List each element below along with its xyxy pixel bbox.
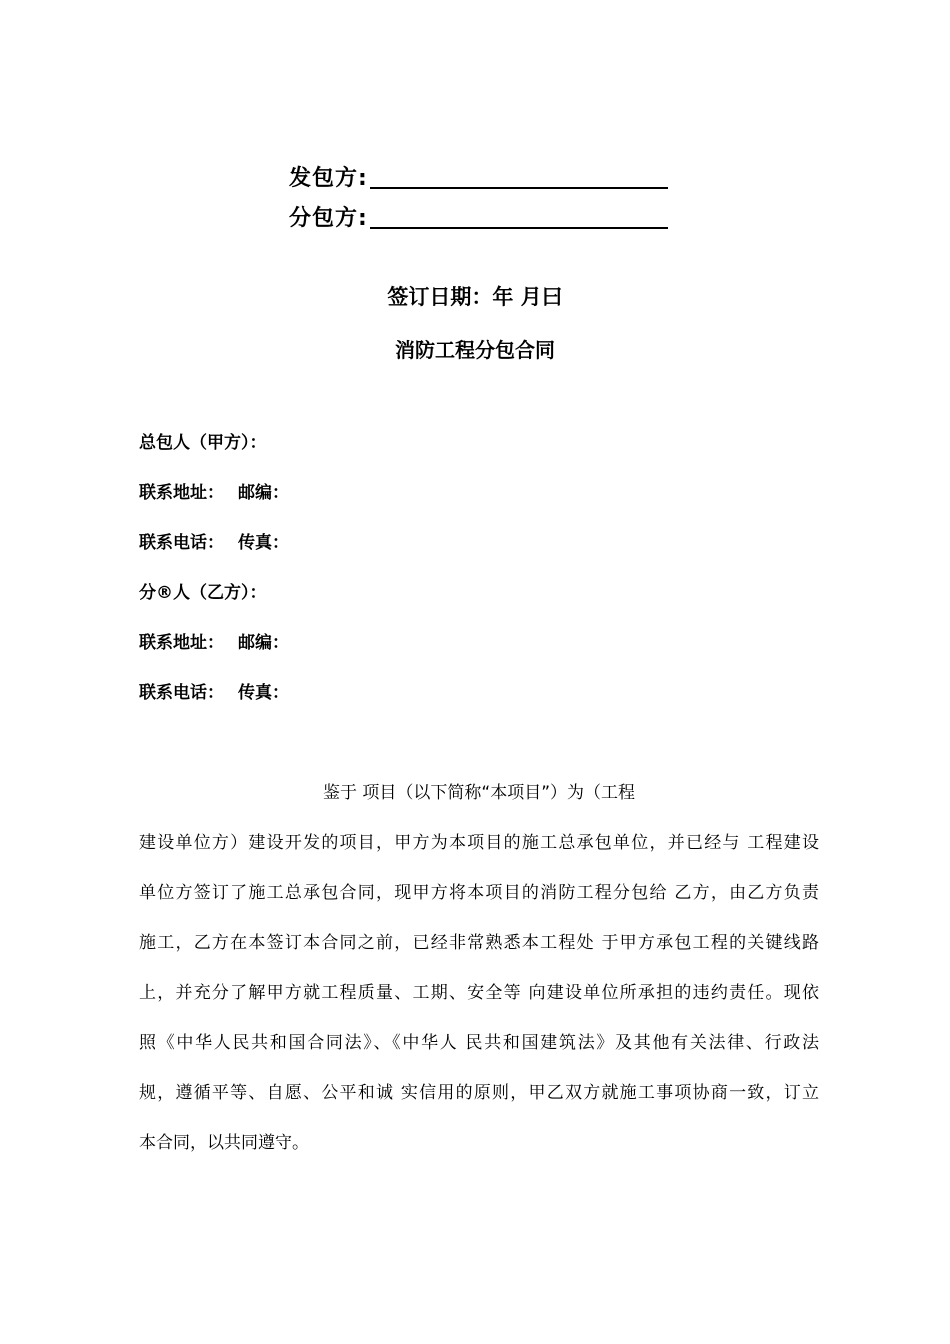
address-label-1: 联系地址： xyxy=(139,483,224,503)
fax-label-2: 传真： xyxy=(238,683,289,703)
postcode-label-1: 邮编： xyxy=(238,483,289,503)
party-info-list xyxy=(139,428,819,728)
preamble-line-2: 建设单位方）建设开发的项目，甲方为本项目的施工总承包单位，并已经与 工程建设 xyxy=(139,833,819,853)
phone-row-1 xyxy=(139,528,819,578)
contractor-label: 发包方: xyxy=(289,166,368,191)
subcontractor-blank xyxy=(370,201,668,229)
subcontractor-info-label: 分®人（乙方）： xyxy=(139,583,267,603)
phone-row-2 xyxy=(139,678,819,728)
subcontractor-row xyxy=(139,578,819,628)
address-row-1 xyxy=(139,478,819,528)
contractor-line xyxy=(289,152,689,192)
subcontractor-line xyxy=(289,192,689,232)
preamble-line-6: 照《中华人民共和国合同法》、《中华人 民共和国建筑法》及其他有关法律、行政法 xyxy=(139,1033,819,1053)
postcode-label-2: 邮编： xyxy=(238,633,289,653)
general-contractor-row xyxy=(139,428,819,478)
preamble-line-5: 上，并充分了解甲方就工程质量、工期、安全等 向建设单位所承担的违约责任。现依 xyxy=(139,983,819,1003)
preamble-line-4: 施工，乙方在本签订本合同之前，已经非常熟悉本工程处 于甲方承包工程的关键线路 xyxy=(139,933,819,953)
document-title: 消防工程分包合同 xyxy=(395,338,555,362)
party-block xyxy=(289,152,689,232)
preamble-line-7: 规，遵循平等、自愿、公平和诚 实信用的原则，甲乙双方就施工事项协商一致，订立 xyxy=(139,1083,819,1103)
contract-preamble xyxy=(139,768,819,1168)
sign-date: 签订日期：年 月曰 xyxy=(387,285,563,309)
subcontractor-label: 分包方: xyxy=(289,206,368,231)
contractor-blank xyxy=(370,161,668,189)
preamble-line-8: 本合同，以共同遵守。 xyxy=(139,1133,309,1153)
general-contractor-label: 总包人（甲方）： xyxy=(139,433,267,453)
preamble-line-1: 鉴于 项目（以下简称“本项目”）为（工程 xyxy=(322,783,636,803)
address-row-2 xyxy=(139,628,819,678)
address-label-2: 联系地址： xyxy=(139,633,224,653)
phone-label-2: 联系电话： xyxy=(139,683,224,703)
fax-label-1: 传真： xyxy=(238,533,289,553)
phone-label-1: 联系电话： xyxy=(139,533,224,553)
preamble-line-3: 单位方签订了施工总承包合同，现甲方将本项目的消防工程分包给 乙方，由乙方负责 xyxy=(139,883,819,903)
